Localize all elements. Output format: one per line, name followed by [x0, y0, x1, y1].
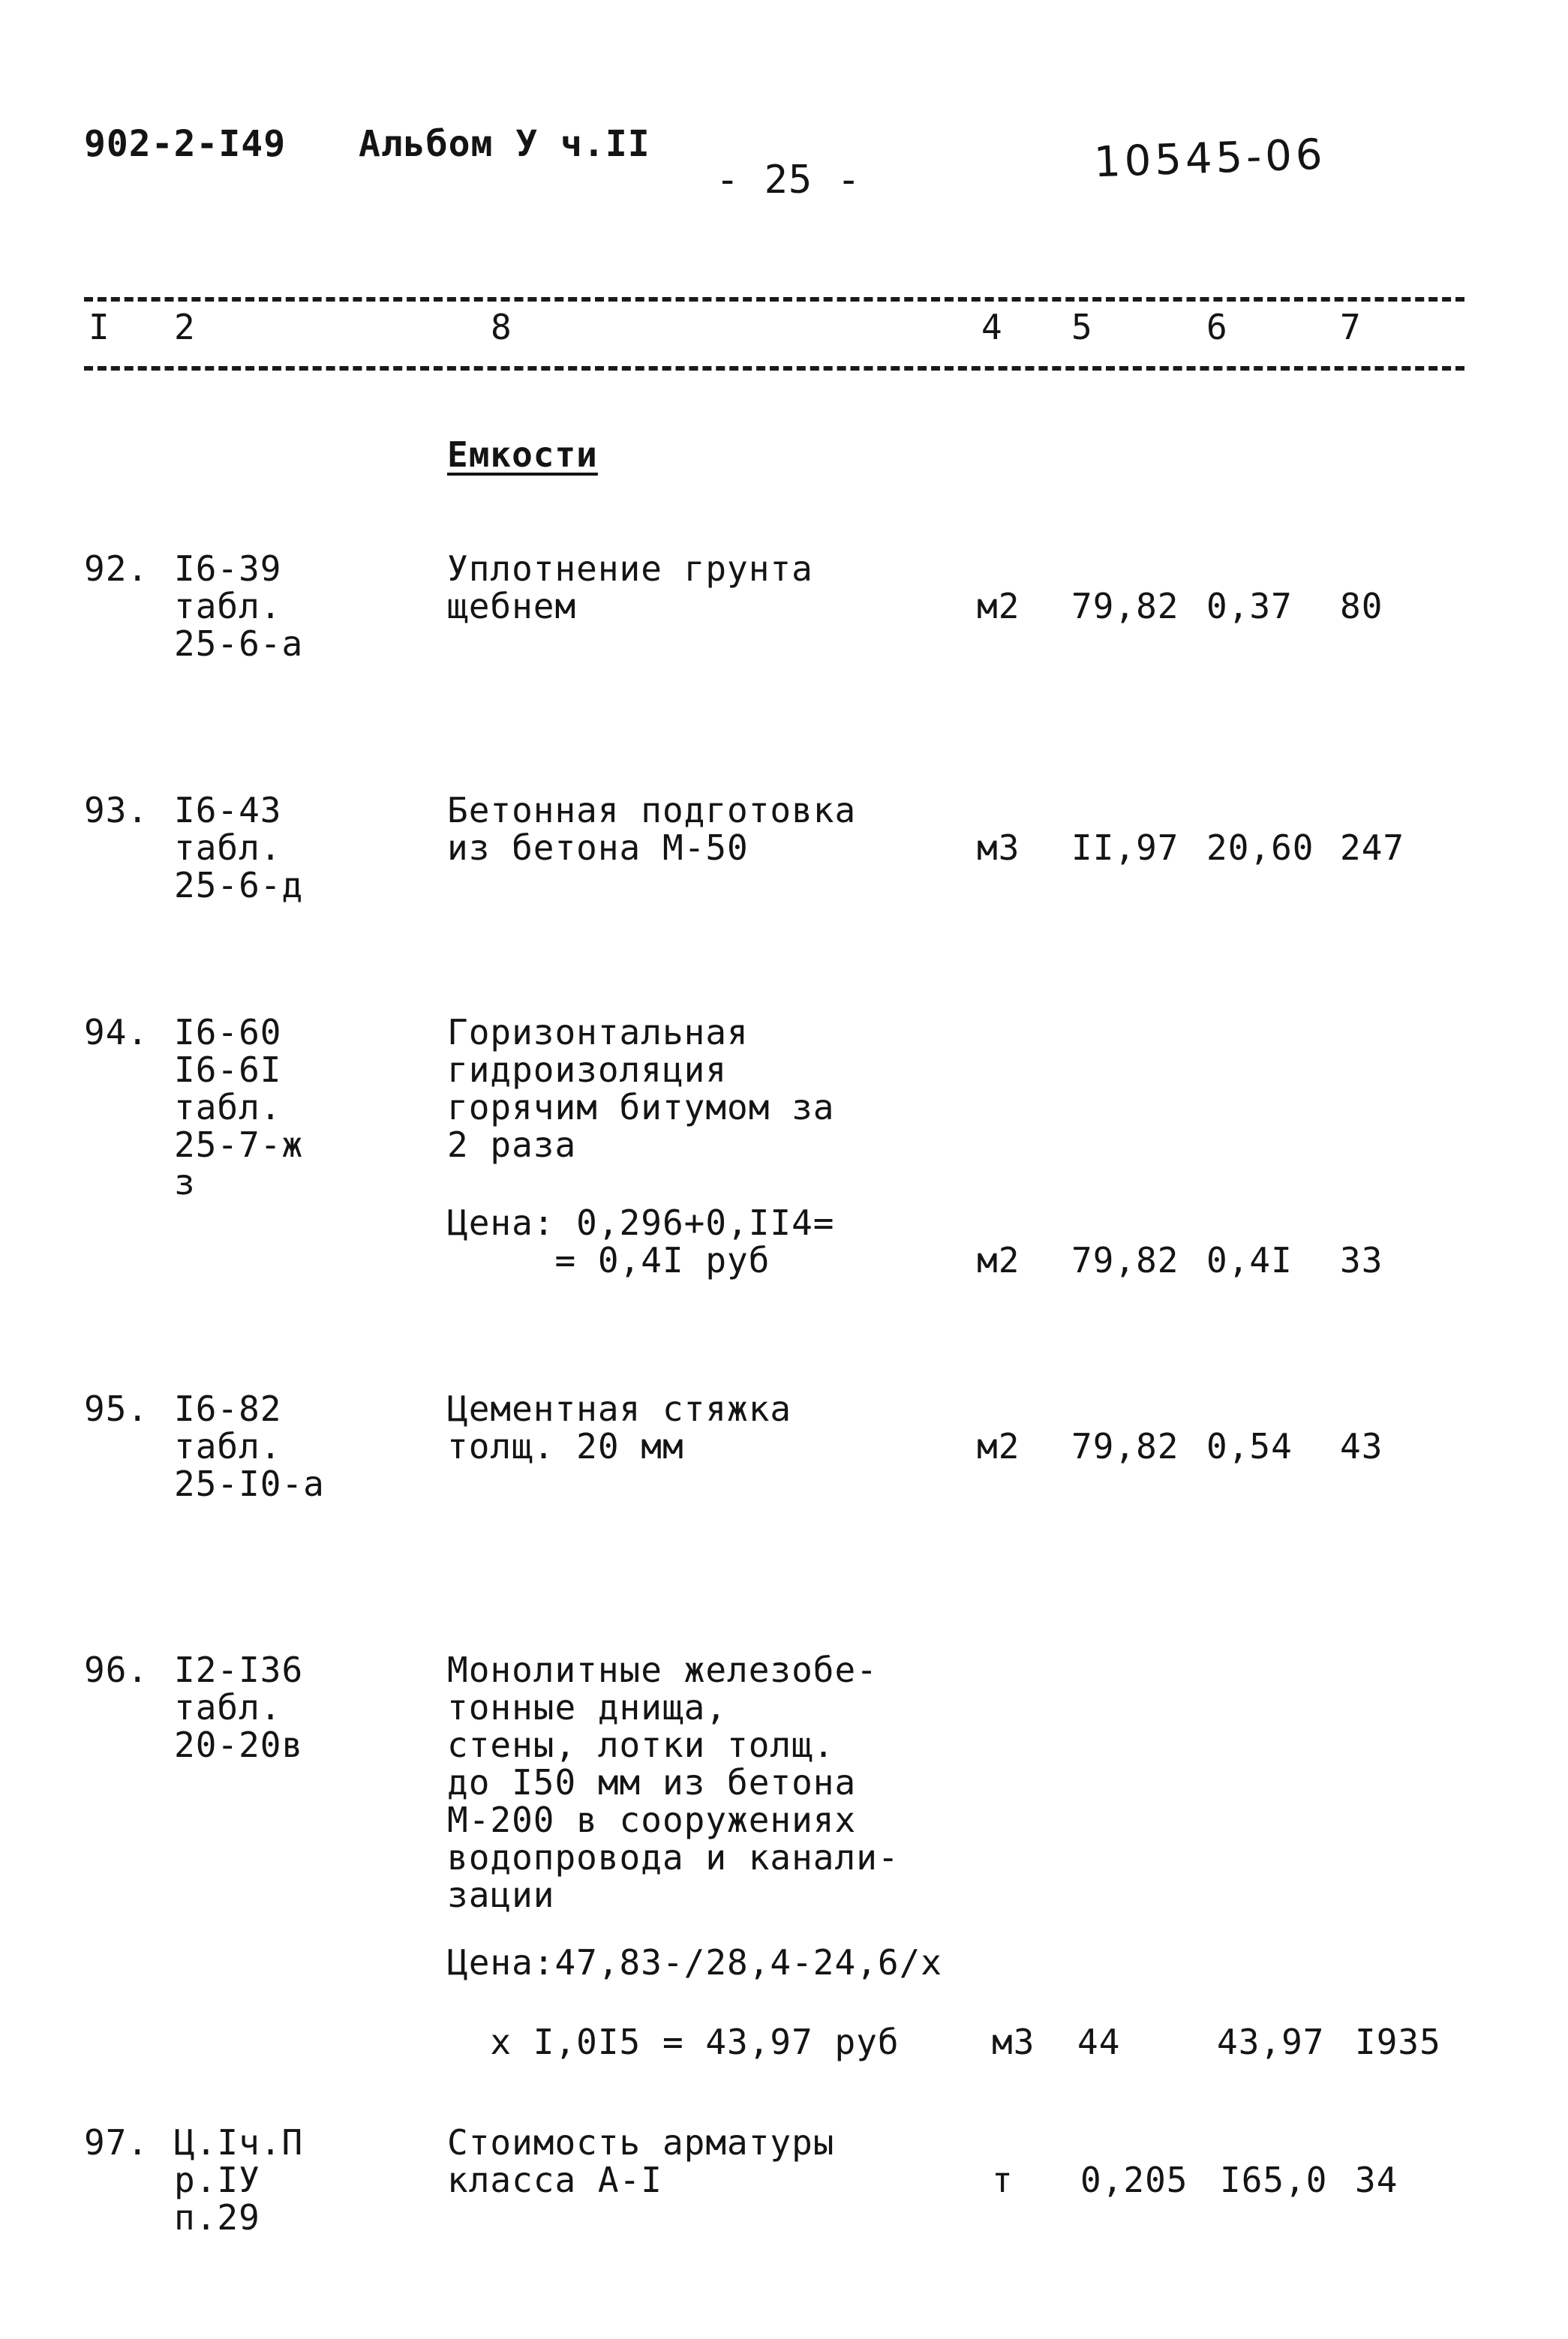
total-cost: I935	[1355, 2022, 1441, 2062]
unit-price: 20,60	[1206, 827, 1314, 868]
page-number: - 25 -	[716, 158, 861, 203]
unit: м2	[977, 1240, 1020, 1281]
row-number: 96.	[84, 1650, 149, 1690]
ref-line: п.29	[174, 2197, 260, 2238]
row-number: 92.	[84, 548, 149, 589]
quantity: 79,82	[1071, 1240, 1179, 1281]
desc-line: Бетонная подготовка	[447, 790, 857, 830]
desc-line: тонные днища,	[447, 1687, 728, 1728]
total-cost: 80	[1340, 586, 1383, 626]
ref-line: табл.	[174, 1087, 282, 1127]
quantity: 0,205	[1080, 2160, 1188, 2200]
unit-price: 0,4I	[1206, 1240, 1293, 1281]
unit-price: 0,54	[1206, 1426, 1293, 1467]
col-header-3: 8	[491, 307, 512, 347]
price-calculation: х I,0I5 = 43,97 руб	[447, 2022, 900, 2062]
ref-line: Ц.Iч.П	[174, 2122, 304, 2163]
desc-line: толщ. 20 мм	[447, 1426, 684, 1467]
document-code: 902-2-I49	[84, 123, 287, 165]
ref-line: з	[174, 1162, 196, 1203]
desc-line: Монолитные железобе-	[447, 1650, 878, 1690]
total-cost: 43	[1340, 1426, 1383, 1467]
total-cost: 247	[1340, 827, 1405, 868]
desc-line: гидроизоляция	[447, 1049, 728, 1090]
unit: м2	[977, 586, 1020, 626]
desc-line: Стоимость арматуры	[447, 2122, 835, 2163]
unit-price: 0,37	[1206, 586, 1293, 626]
desc-line: щебнем	[447, 586, 577, 626]
handwritten-stamp: 10545-06	[1092, 130, 1327, 188]
ref-line: р.IУ	[174, 2160, 260, 2200]
ref-line: 20-20в	[174, 1725, 304, 1765]
ref-line: I6-82	[174, 1389, 282, 1429]
col-header-4: 4	[981, 307, 1003, 347]
price-calculation: = 0,4I руб	[447, 1240, 770, 1281]
desc-line: из бетона М-50	[447, 827, 749, 868]
unit-price: 43,97	[1217, 2022, 1325, 2062]
ref-line: табл.	[174, 586, 282, 626]
unit-price: I65,0	[1220, 2160, 1328, 2200]
row-number: 95.	[84, 1389, 149, 1429]
quantity: 79,82	[1071, 586, 1179, 626]
ref-line: I6-6I	[174, 1049, 282, 1090]
ref-line: табл.	[174, 1426, 282, 1467]
price-calculation: Цена: 0,296+0,II4=	[447, 1203, 835, 1243]
desc-line: Уплотнение грунта	[447, 548, 813, 589]
ref-line: I2-I36	[174, 1650, 304, 1690]
desc-line: водопровода и канали-	[447, 1837, 900, 1878]
ref-line: 25-6-д	[174, 865, 304, 905]
col-header-6: 6	[1206, 307, 1228, 347]
ref-line: I6-43	[174, 790, 282, 830]
unit: т	[992, 2160, 1014, 2200]
ref-line: 25-6-а	[174, 623, 304, 664]
col-header-1: I	[89, 307, 110, 347]
desc-line: Горизонтальная	[447, 1012, 749, 1052]
ref-line: 25-I0-а	[174, 1464, 325, 1504]
total-cost: 34	[1355, 2160, 1398, 2200]
ref-line: табл.	[174, 1687, 282, 1728]
quantity: 44	[1077, 2022, 1121, 2062]
ref-line: 25-7-ж	[174, 1124, 304, 1165]
desc-line: 2 раза	[447, 1124, 577, 1165]
desc-line: стены, лотки толщ.	[447, 1725, 835, 1765]
total-cost: 33	[1340, 1240, 1383, 1281]
price-calculation: Цена:47,83-/28,4-24,6/х	[447, 1942, 942, 1983]
desc-line: до I50 мм из бетона	[447, 1762, 857, 1803]
desc-line: Цементная стяжка	[447, 1389, 792, 1429]
row-number: 94.	[84, 1012, 149, 1052]
ref-line: I6-60	[174, 1012, 282, 1052]
header-rule-top	[84, 297, 1464, 302]
desc-line: зации	[447, 1875, 555, 1915]
unit: м3	[977, 827, 1020, 868]
unit: м3	[992, 2022, 1035, 2062]
quantity: 79,82	[1071, 1426, 1179, 1467]
desc-line: горячим битумом за	[447, 1087, 835, 1127]
ref-line: I6-39	[174, 548, 282, 589]
desc-line: класса А-I	[447, 2160, 662, 2200]
ref-line: табл.	[174, 827, 282, 868]
col-header-2: 2	[174, 307, 196, 347]
quantity: II,97	[1071, 827, 1179, 868]
col-header-7: 7	[1340, 307, 1362, 347]
col-header-5: 5	[1071, 307, 1093, 347]
header-rule-bottom	[84, 366, 1464, 371]
row-number: 93.	[84, 790, 149, 830]
unit: м2	[977, 1426, 1020, 1467]
album-label: Альбом У ч.II	[359, 123, 650, 165]
section-title: Емкости	[447, 434, 598, 475]
row-number: 97.	[84, 2122, 149, 2163]
desc-line: М-200 в сооружениях	[447, 1800, 857, 1840]
